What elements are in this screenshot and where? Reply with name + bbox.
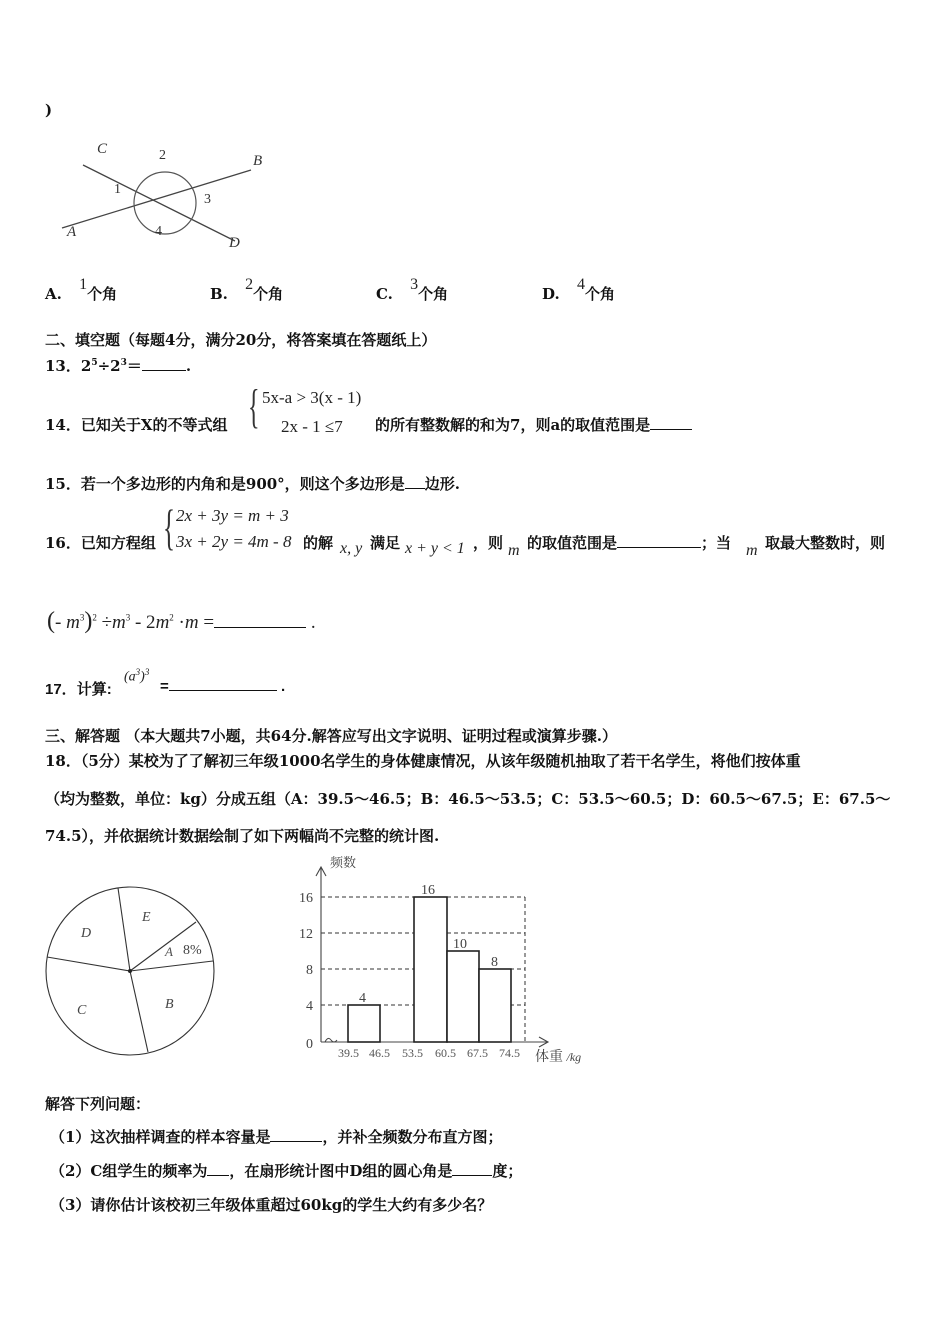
- answer-blank-18-2a[interactable]: [207, 1174, 229, 1176]
- q16-condition: x + y < 1: [405, 540, 465, 557]
- answer-blank-18-2b[interactable]: [452, 1174, 492, 1176]
- q18-line-3: 74.5），并依据统计数据绘制了如下两幅尚不完整的统计图.: [45, 827, 440, 845]
- option-a[interactable]: A. 1个角: [45, 276, 118, 303]
- svg-text:8: 8: [491, 955, 498, 970]
- svg-text:16: 16: [421, 883, 435, 898]
- answer-blank-16b[interactable]: [214, 626, 306, 628]
- answer-heading: 解答下列问题：: [45, 1095, 151, 1113]
- question-14-suffix: 的所有整数解的和为7，则a的取值范围是: [375, 414, 692, 435]
- sub-question-3: （3）请你估计该校初三年级体重超过60kg的学生大约有多少名？: [50, 1196, 493, 1214]
- svg-text:53.5: 53.5: [402, 1046, 423, 1060]
- svg-text:16: 16: [299, 891, 313, 906]
- q16-expression: (- $m^3)^2 \div m^3 - 2m^2 \cdot m$ = .: [47, 608, 316, 634]
- pie-label-e: E: [142, 910, 151, 925]
- question-15: 15．若一个多边形的内角和是900°，则这个多边形是 边形.: [45, 475, 460, 493]
- q16-text-max: 取最大整数时，则: [765, 534, 886, 552]
- point-a-label: A: [67, 224, 77, 240]
- svg-text:46.5: 46.5: [369, 1046, 390, 1060]
- q16-var-m-2: m: [746, 542, 758, 559]
- q17-answer: = .: [160, 678, 286, 695]
- inequality-2: 2x - 1 ≤7: [281, 417, 343, 436]
- x-axis-label: 体重 /kg: [535, 1050, 582, 1065]
- answer-blank-15[interactable]: [405, 487, 425, 489]
- q16-var-m: m: [508, 542, 520, 559]
- equation-2: 3x + 2y = 4m - 8: [176, 532, 292, 551]
- angle-4-label: 4: [155, 224, 162, 239]
- option-d[interactable]: D. 4个角: [542, 276, 615, 303]
- histogram-chart: [295, 850, 615, 1070]
- pie-label-a-percent: 8%: [183, 943, 202, 958]
- svg-text:0: 0: [306, 1037, 313, 1052]
- svg-text:8: 8: [306, 963, 313, 978]
- section-2-heading: 二、填空题（每题4分，满分20分，将答案填在答题纸上）: [45, 331, 437, 349]
- svg-text:67.5: 67.5: [467, 1046, 488, 1060]
- angle-figure: [55, 135, 285, 255]
- svg-text:10: 10: [453, 937, 467, 952]
- pie-label-b: B: [165, 997, 174, 1012]
- sub-question-1: （1）这次抽样调查的样本容量是 ，并补全频数分布直方图；: [50, 1128, 503, 1146]
- brace-16: {: [163, 499, 175, 555]
- pie-label-c: C: [77, 1003, 87, 1018]
- q16-text-de-jie: 的解: [303, 534, 334, 552]
- brace-14: {: [248, 380, 260, 433]
- svg-text:39.5: 39.5: [338, 1046, 359, 1060]
- option-c[interactable]: C. 3个角: [376, 276, 449, 303]
- svg-text:4: 4: [306, 999, 313, 1014]
- equation-1: 2x + 3y = m + 3: [176, 506, 289, 525]
- point-c-label: C: [97, 141, 108, 157]
- angle-2-label: 2: [159, 148, 166, 163]
- answer-blank-16a[interactable]: [617, 546, 701, 548]
- angle-3-label: 3: [204, 192, 211, 207]
- y-axis-label: 频数: [330, 855, 357, 870]
- q18-line-1: 18．（5分）某校为了了解初三年级1000名学生的身体健康情况，从该年级随机抽取了若干名学生，将他们按体重: [45, 752, 801, 770]
- q18-line-2: （均为整数，单位：kg）分成五组（A：39.5～46.5；B：46.5～53.5；C：53.5～60.5；D：60.5～67.5；E：67.5～: [45, 790, 891, 808]
- svg-text:60.5: 60.5: [435, 1046, 456, 1060]
- question-13: 13．$2^5\div 2^3=$ .: [45, 357, 192, 375]
- prev-question-paren: ): [45, 101, 53, 119]
- answer-blank-17[interactable]: [169, 689, 277, 691]
- section-3-heading: 三、解答题 （本大题共7小题，共64分.解答应写出文字说明、证明过程或演算步骤.）: [45, 727, 617, 745]
- q17-expression: $(a^3)^3$: [124, 667, 150, 685]
- bar-a: [348, 1005, 380, 1042]
- angle-1-label: 1: [114, 182, 121, 197]
- svg-text:4: 4: [359, 991, 366, 1006]
- q16-vars: x, y: [340, 540, 363, 557]
- svg-text:12: 12: [299, 927, 313, 942]
- q16-text-ze: ，则: [473, 534, 504, 552]
- pie-label-a: A: [165, 944, 173, 959]
- question-14-prefix: 14．已知关于X的不等式组: [45, 416, 228, 434]
- question-17: 17．计算:: [45, 681, 112, 698]
- q16-text-range: 的取值范围是 ；当: [527, 534, 732, 552]
- answer-blank-13[interactable]: [142, 369, 186, 371]
- answer-blank-14[interactable]: [650, 428, 692, 430]
- pie-chart: [40, 880, 225, 1060]
- answer-blank-18-1[interactable]: [270, 1140, 322, 1142]
- point-b-label: B: [253, 153, 263, 169]
- svg-text:74.5: 74.5: [499, 1046, 520, 1060]
- inequality-1: 5x-a > 3(x - 1): [262, 388, 362, 407]
- point-d-label: D: [229, 235, 240, 251]
- question-16-prefix: 16．已知方程组: [45, 534, 156, 552]
- sub-question-2: （2）C组学生的频率为 ，在扇形统计图中D组的圆心角是 度；: [50, 1162, 523, 1180]
- bar-c: [414, 897, 447, 1042]
- bar-d: [447, 951, 479, 1042]
- bar-e: [479, 969, 511, 1042]
- q16-text-manzu: 满足: [370, 534, 401, 552]
- option-b[interactable]: B. 2个角: [210, 276, 284, 303]
- pie-label-d: D: [81, 926, 92, 941]
